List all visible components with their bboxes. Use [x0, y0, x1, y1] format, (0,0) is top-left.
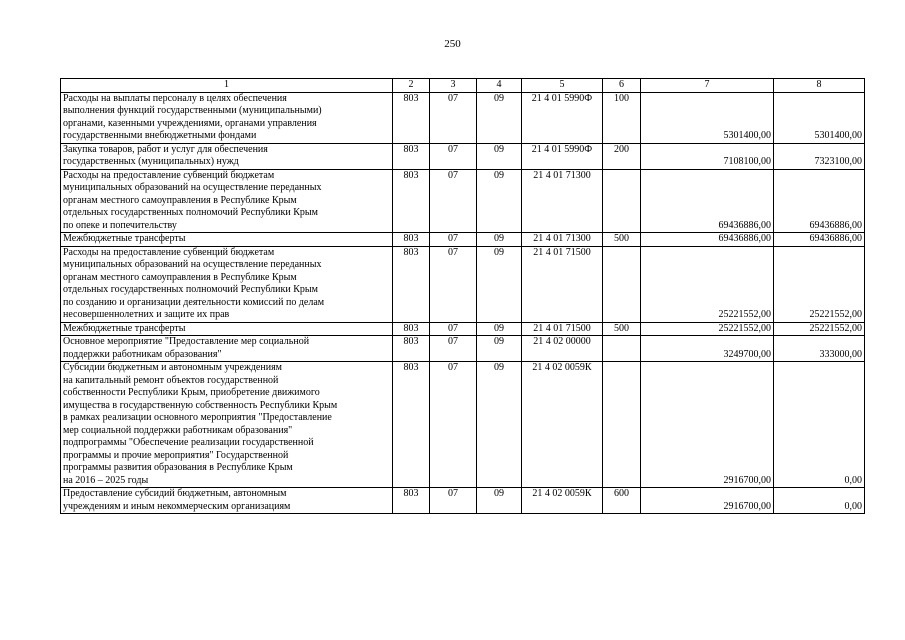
amount-cell: 69436886,00	[641, 169, 774, 233]
amount-cell: 25221552,00	[774, 246, 865, 322]
row-description	[61, 488, 393, 514]
code-cell: 09	[477, 92, 522, 143]
code-cell: 803	[393, 233, 430, 247]
budget-table	[60, 78, 865, 514]
code-cell: 09	[477, 362, 522, 488]
code-cell: 803	[393, 246, 430, 322]
description-line: органам местного самоуправления в Республике Крым	[63, 271, 297, 283]
description-line: подпрограммы "Обеспечение реализации государственной	[63, 437, 314, 448]
header-cell: 7	[641, 79, 774, 93]
code-cell: 21 4 01 71300	[522, 233, 603, 247]
description-line: в рамках реализации основного мероприятия "Предоставление	[63, 412, 332, 423]
description-line: Расходы на предоставление субвенций бюджетам	[63, 246, 275, 258]
code-cell: 09	[477, 233, 522, 247]
row-description	[61, 322, 393, 336]
row-description	[61, 246, 393, 322]
amount-cell: 0,00	[774, 488, 865, 514]
description-line: программы развития образования в Республике Крым	[63, 462, 293, 473]
description-line: Субсидии бюджетным и автономным учреждениям	[63, 362, 283, 373]
code-cell: 07	[430, 169, 477, 233]
amount-cell: 69436886,00	[774, 169, 865, 233]
description-line: по созданию и организации деятельности комиссий по делам	[63, 296, 325, 308]
description-line: по опеке и попечительству	[63, 219, 177, 231]
amount-cell: 7323100,00	[774, 143, 865, 169]
description-line: учреждениям и иным некоммерческим организациям	[63, 500, 291, 512]
table-row	[61, 169, 865, 233]
table-row	[61, 362, 865, 488]
code-cell: 07	[430, 322, 477, 336]
code-cell: 21 4 02 00000	[522, 336, 603, 362]
header-cell: 6	[603, 79, 641, 93]
row-description	[61, 169, 393, 233]
description-line: на капитальный ремонт объектов государственной	[63, 374, 279, 386]
code-cell	[603, 246, 641, 322]
header-cell: 3	[430, 79, 477, 93]
description-line: Расходы на выплаты персоналу в целях обеспечения	[63, 92, 287, 104]
row-description	[61, 143, 393, 169]
header-cell: 1	[61, 79, 393, 93]
amount-cell: 69436886,00	[641, 233, 774, 247]
code-cell: 600	[603, 488, 641, 514]
code-cell: 09	[477, 336, 522, 362]
header-cell: 4	[477, 79, 522, 93]
description-line: муниципальных образований на осуществление переданных	[63, 182, 322, 193]
code-cell: 803	[393, 362, 430, 488]
table-row	[61, 92, 865, 143]
description-line: мер социальной поддержки работникам образования"	[63, 424, 293, 436]
description-line: муниципальных образований на осуществление переданных	[63, 259, 322, 270]
header-cell: 8	[774, 79, 865, 93]
description-line: отдельных государственных полномочий Республики Крым	[63, 207, 318, 218]
description-line: на 2016 – 2025 годы	[63, 474, 149, 486]
amount-cell: 5301400,00	[641, 92, 774, 143]
description-line: Межбюджетные трансферты	[63, 233, 186, 244]
code-cell: 803	[393, 488, 430, 514]
code-cell: 09	[477, 246, 522, 322]
row-description	[61, 336, 393, 362]
table-row	[61, 336, 865, 362]
table-row	[61, 246, 865, 322]
code-cell: 500	[603, 322, 641, 336]
code-cell: 09	[477, 143, 522, 169]
code-cell: 500	[603, 233, 641, 247]
header-cell: 2	[393, 79, 430, 93]
code-cell: 09	[477, 488, 522, 514]
description-line: органами, казенными учреждениями, органами управления	[63, 117, 317, 129]
amount-cell: 5301400,00	[774, 92, 865, 143]
page-number: 250	[444, 38, 461, 50]
amount-cell: 0,00	[774, 362, 865, 488]
code-cell: 07	[430, 246, 477, 322]
table-row	[61, 488, 865, 514]
amount-cell: 3249700,00	[641, 336, 774, 362]
code-cell: 803	[393, 336, 430, 362]
code-cell: 21 4 01 71300	[522, 169, 603, 233]
description-line: отдельных государственных полномочий Республики Крым	[63, 284, 318, 295]
table-row	[61, 322, 865, 336]
code-cell	[603, 362, 641, 488]
description-line: программы и прочие мероприятия" Государственной	[63, 449, 289, 461]
code-cell: 09	[477, 322, 522, 336]
code-cell: 21 4 02 0059К	[522, 488, 603, 514]
code-cell: 21 4 01 5990Ф	[522, 143, 603, 169]
code-cell: 803	[393, 143, 430, 169]
amount-cell: 69436886,00	[774, 233, 865, 247]
header-row	[61, 79, 865, 93]
code-cell: 07	[430, 233, 477, 247]
description-line: Предоставление субсидий бюджетным, автономным	[63, 488, 287, 499]
description-line: государственными внебюджетными фондами	[63, 130, 257, 141]
amount-cell: 2916700,00	[641, 488, 774, 514]
description-line: Межбюджетные трансферты	[63, 322, 186, 334]
amount-cell: 25221552,00	[641, 246, 774, 322]
amount-cell: 25221552,00	[774, 322, 865, 336]
code-cell: 100	[603, 92, 641, 143]
amount-cell: 7108100,00	[641, 143, 774, 169]
description-line: имущества в государственную собственность Республики Крым	[63, 399, 338, 411]
code-cell	[603, 336, 641, 362]
code-cell: 803	[393, 92, 430, 143]
table-row	[61, 233, 865, 247]
code-cell: 21 4 01 71500	[522, 322, 603, 336]
code-cell: 21 4 01 71500	[522, 246, 603, 322]
row-description	[61, 233, 393, 247]
code-cell: 803	[393, 322, 430, 336]
row-description	[61, 92, 393, 143]
table-row	[61, 143, 865, 169]
row-description	[61, 362, 393, 488]
code-cell: 07	[430, 92, 477, 143]
description-line: государственных (муниципальных) нужд	[63, 156, 239, 167]
code-cell: 07	[430, 488, 477, 514]
description-line: Расходы на предоставление субвенций бюджетам	[63, 169, 275, 181]
description-line: несовершеннолетних и защите их прав	[63, 309, 230, 320]
header-cell: 5	[522, 79, 603, 93]
code-cell: 200	[603, 143, 641, 169]
amount-cell: 333000,00	[774, 336, 865, 362]
code-cell	[603, 169, 641, 233]
code-cell: 09	[477, 169, 522, 233]
code-cell: 07	[430, 336, 477, 362]
code-cell: 07	[430, 362, 477, 488]
code-cell: 21 4 02 0059К	[522, 362, 603, 488]
code-cell: 803	[393, 169, 430, 233]
amount-cell: 2916700,00	[641, 362, 774, 488]
amount-cell: 25221552,00	[641, 322, 774, 336]
description-line: Основное мероприятие "Предоставление мер социальной	[63, 336, 310, 347]
description-line: выполнения функций государственными (муниципальными)	[63, 105, 322, 116]
description-line: поддержки работникам образования"	[63, 348, 222, 360]
description-line: Закупка товаров, работ и услуг для обеспечения	[63, 143, 268, 155]
description-line: собственности Республики Крым, приобретение движимого	[63, 387, 320, 398]
code-cell: 21 4 01 5990Ф	[522, 92, 603, 143]
description-line: органам местного самоуправления в Республике Крым	[63, 194, 297, 206]
code-cell: 07	[430, 143, 477, 169]
